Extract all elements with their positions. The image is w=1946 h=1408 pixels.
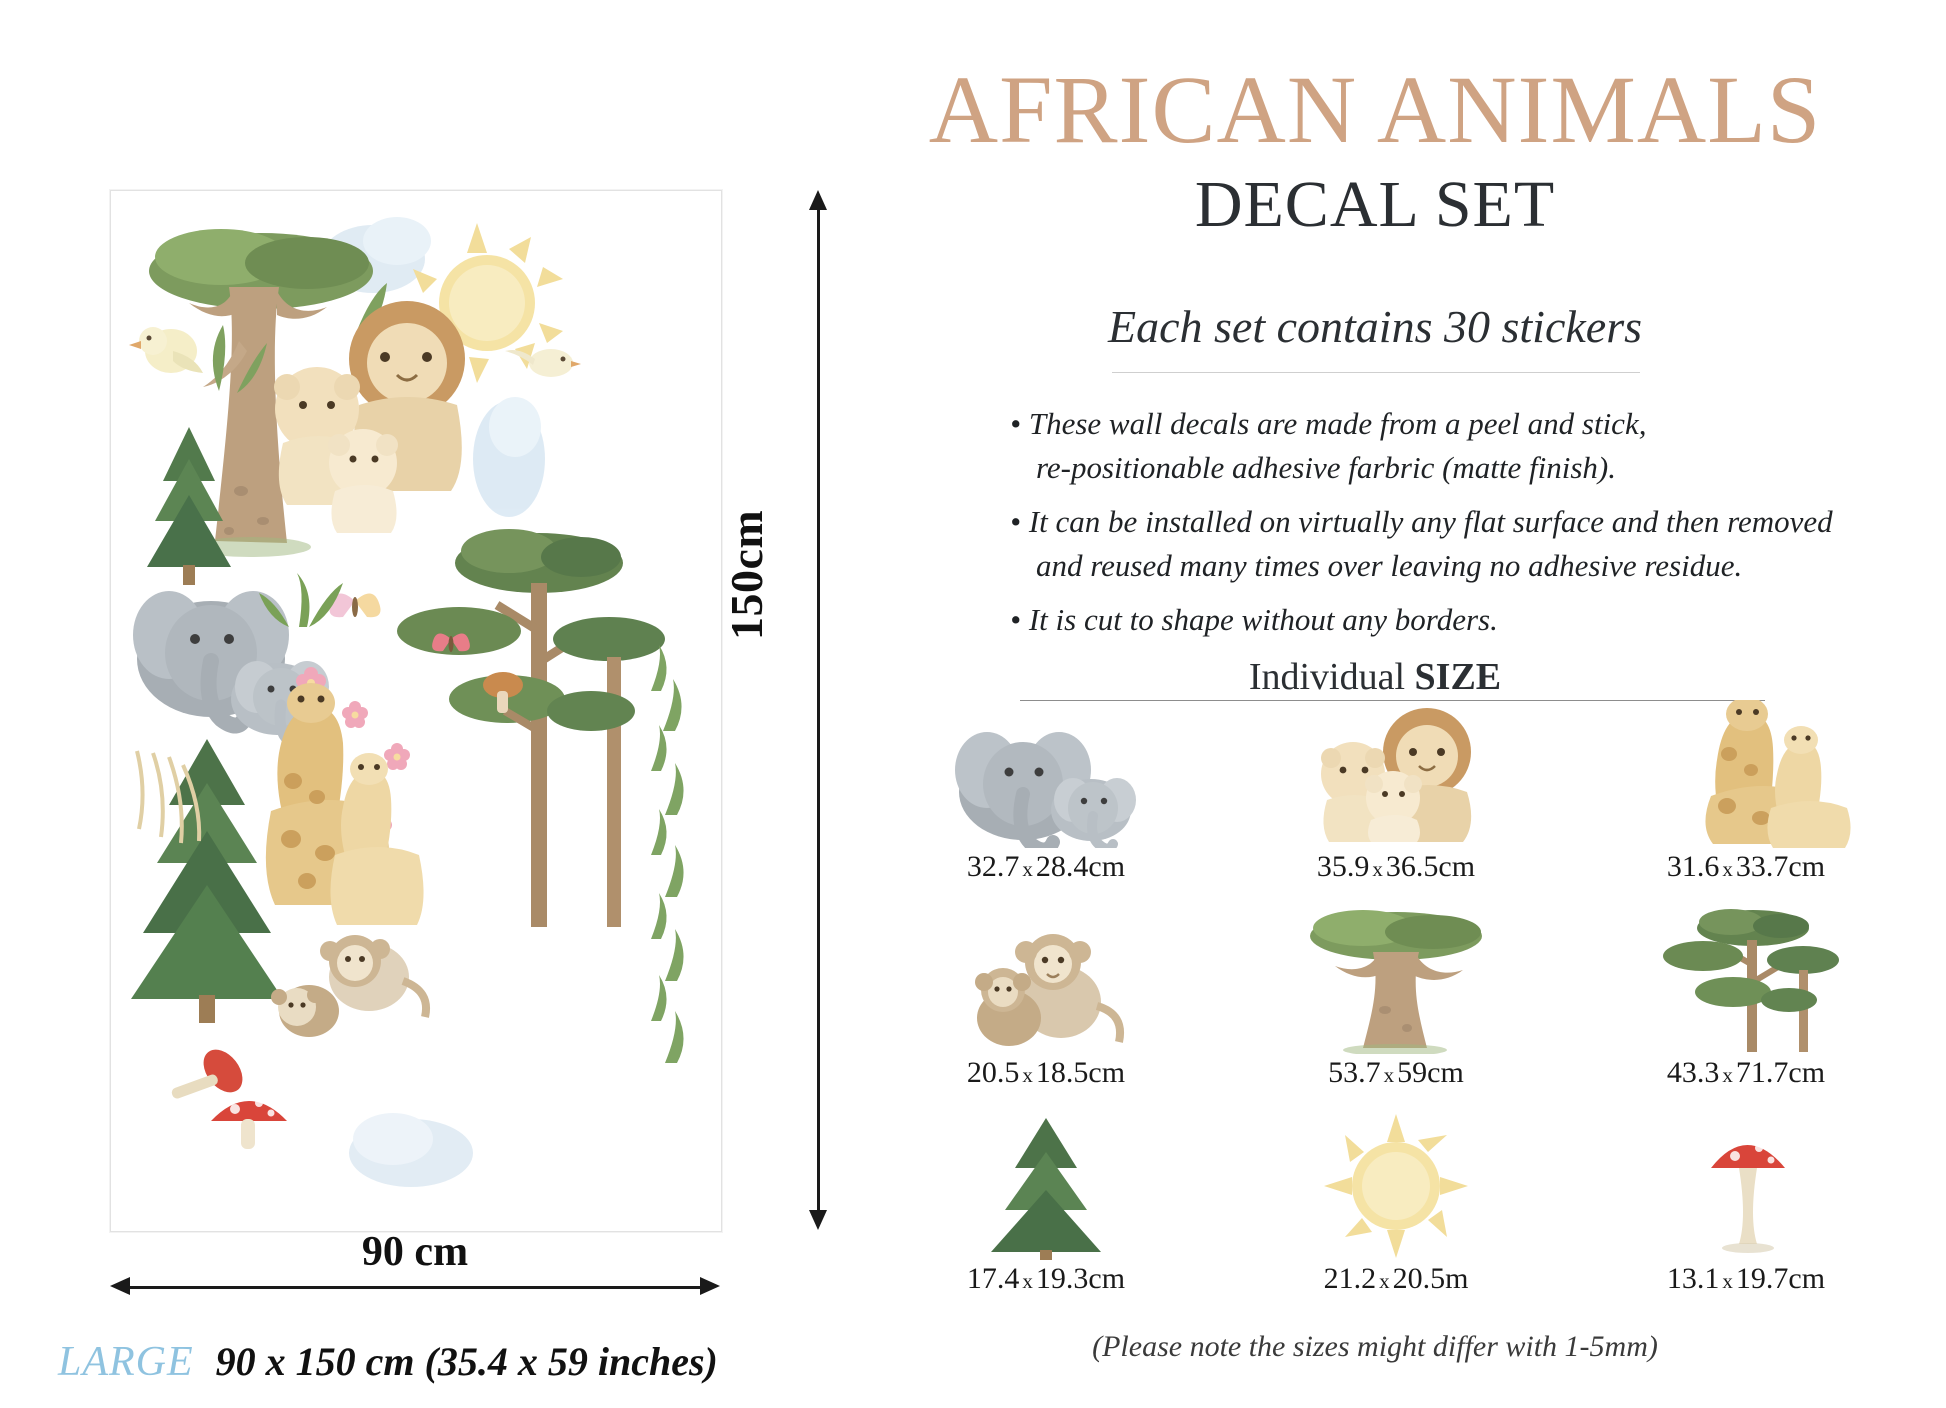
size-x-tall-trees: x — [1722, 1063, 1733, 1087]
sticker-sheet-panel — [0, 0, 860, 1408]
size-summary — [58, 1338, 818, 1386]
size-caption-lions — [1236, 850, 1556, 884]
size-w-baobab: 53.7 — [1328, 1056, 1381, 1089]
size-w-monkeys: 20.5 — [966, 1056, 1020, 1089]
tall-trees-icon — [1586, 906, 1906, 1056]
size-caption-pine-tree — [886, 1262, 1206, 1296]
size-item-lions — [1236, 700, 1556, 884]
monkeys-icon — [886, 906, 1206, 1056]
size-item-mushroom — [1586, 1112, 1906, 1296]
size-x-baobab: x — [1383, 1063, 1395, 1087]
size-h-baobab: 59cm — [1397, 1056, 1464, 1089]
elephant-icon — [886, 700, 1206, 850]
size-item-pine-tree — [886, 1112, 1206, 1296]
bullet-dot-2: • — [1010, 504, 1021, 539]
size-h-monkeys: 18.5cm — [1035, 1056, 1126, 1089]
bullet-text-2b: and reused many times over leaving no adhesive residue. — [1036, 548, 1743, 584]
size-item-giraffes — [1586, 700, 1906, 884]
size-h-lions: 36.5cm — [1385, 850, 1476, 883]
size-label: LARGE — [58, 1339, 194, 1385]
size-h-giraffes: 33.7cm — [1735, 850, 1826, 883]
size-x-giraffes: x — [1722, 857, 1733, 881]
size-h-tall-trees: 71.7cm — [1735, 1056, 1826, 1089]
size-w-lions: 35.9 — [1316, 850, 1370, 883]
size-caption-elephant — [886, 850, 1206, 884]
width-dimension-arrow — [110, 1275, 720, 1299]
size-note: (Please note the sizes might differ with 1-5mm) — [1092, 1330, 1658, 1363]
bullet-dot-3: • — [1010, 602, 1021, 637]
bullet-item-2 — [1010, 500, 1930, 588]
size-item-monkeys — [886, 906, 1206, 1090]
size-x-pine-tree: x — [1022, 1269, 1033, 1293]
size-w-pine-tree: 17.4 — [966, 1262, 1020, 1295]
width-dimension-label: 90 cm — [361, 1229, 469, 1275]
individual-size-heading — [860, 655, 1890, 699]
bullet-dot-1: • — [1010, 406, 1021, 441]
size-item-tall-trees — [1586, 906, 1906, 1090]
height-dimension-label: 150cm — [721, 509, 772, 640]
size-caption-sun — [1236, 1262, 1556, 1296]
size-w-sun: 21.2 — [1323, 1262, 1377, 1295]
bullet-text-1b: re-positionable adhesive farbric (matte finish). — [1036, 450, 1617, 486]
size-w-giraffes: 31.6 — [1666, 850, 1720, 883]
size-caption-baobab — [1236, 1056, 1556, 1090]
size-x-lions: x — [1372, 857, 1383, 881]
size-caption-tall-trees — [1586, 1056, 1906, 1090]
info-panel — [860, 0, 1946, 1408]
lions-icon — [1236, 700, 1556, 850]
size-x-mushroom: x — [1722, 1269, 1733, 1293]
size-caption-giraffes — [1586, 850, 1906, 884]
sun-icon — [1236, 1112, 1556, 1262]
size-h-sun: 20.5m — [1392, 1262, 1469, 1295]
giraffes-icon — [1586, 700, 1906, 850]
individual-size-heading-bold: SIZE — [1414, 656, 1502, 698]
individual-size-grid — [880, 700, 1920, 1340]
page-subtitle: DECAL SET — [1194, 168, 1556, 241]
bullet-item-3 — [1010, 598, 1930, 642]
size-h-elephant: 28.4cm — [1035, 850, 1126, 883]
size-value: 90 x 150 cm (35.4 x 59 inches) — [215, 1339, 718, 1384]
height-dimension-arrow — [806, 190, 830, 1230]
size-caption-monkeys — [886, 1056, 1206, 1090]
size-x-sun: x — [1379, 1269, 1390, 1293]
bullet-text-1a: These wall decals are made from a peel and stick, — [1028, 406, 1647, 441]
size-item-baobab — [1236, 906, 1556, 1090]
pine-tree-icon — [886, 1112, 1206, 1262]
baobab-tree-icon — [1236, 906, 1556, 1056]
size-w-mushroom: 13.1 — [1666, 1262, 1720, 1295]
mushroom-icon — [1586, 1112, 1906, 1262]
size-w-tall-trees: 43.3 — [1666, 1056, 1720, 1089]
size-w-elephant: 32.7 — [966, 850, 1020, 883]
set-contents-text: Each set contains 30 stickers — [1107, 301, 1642, 352]
sticker-sheet-preview — [110, 190, 722, 1232]
size-x-monkeys: x — [1022, 1063, 1033, 1087]
size-h-pine-tree: 19.3cm — [1035, 1262, 1126, 1295]
bullet-item-1 — [1010, 402, 1930, 490]
bullet-text-3a: It is cut to shape without any borders. — [1028, 602, 1498, 637]
size-item-elephant — [886, 700, 1206, 884]
individual-size-heading-light: Individual — [1248, 656, 1415, 698]
size-caption-mushroom — [1586, 1262, 1906, 1296]
bullet-text-2a: It can be installed on virtually any flat surface and then removed — [1028, 504, 1833, 539]
size-x-elephant: x — [1022, 857, 1033, 881]
size-item-sun — [1236, 1112, 1556, 1296]
size-h-mushroom: 19.7cm — [1735, 1262, 1826, 1295]
divider — [1112, 372, 1640, 373]
page-title: AFRICAN ANIMALS — [928, 56, 1822, 163]
sticker-sheet-illustration — [111, 191, 721, 1231]
